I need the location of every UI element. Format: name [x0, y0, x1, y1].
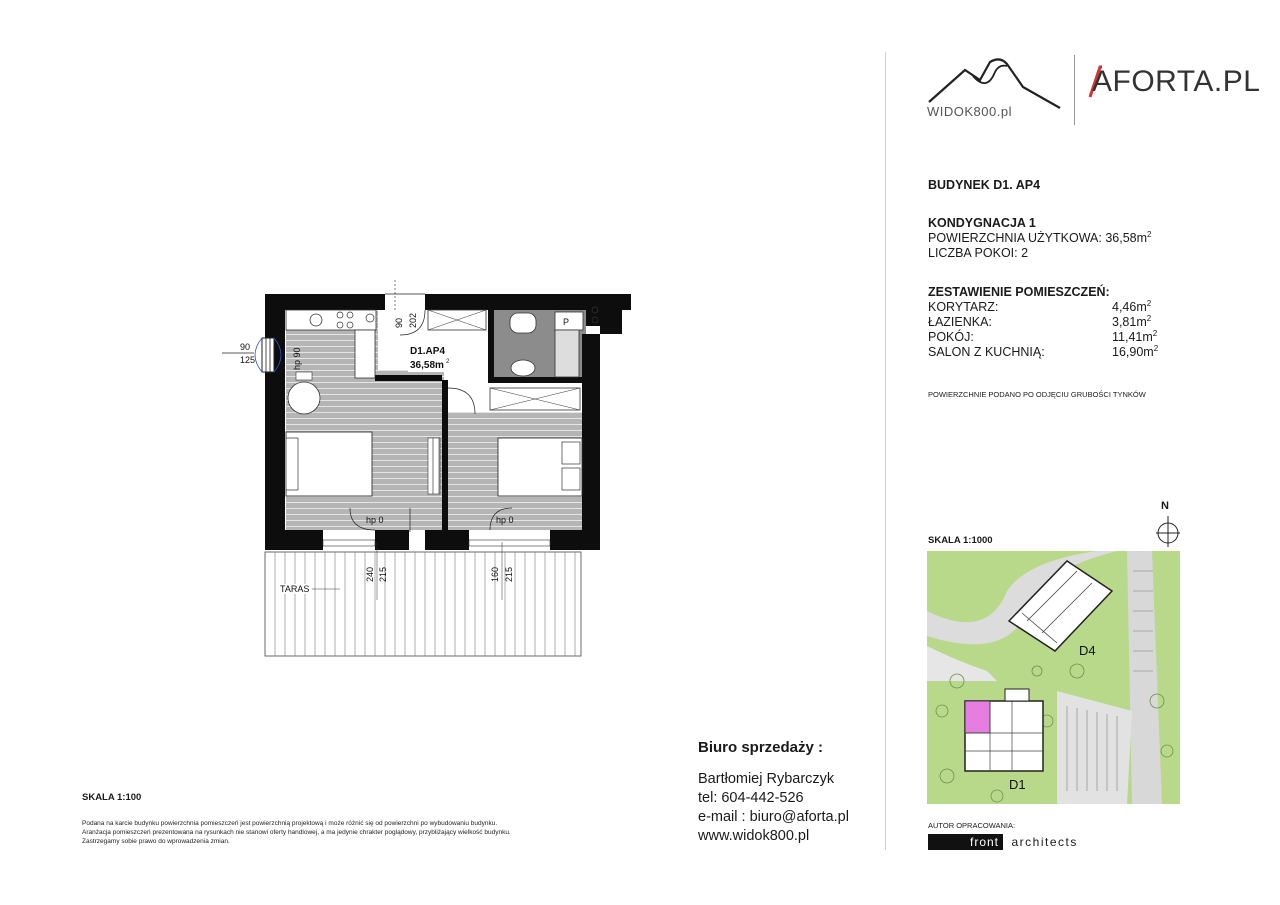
room-row: KORYTARZ: $4,46m^2$: [928, 298, 1152, 314]
site-plan-drawing: [927, 551, 1180, 804]
sales-contact-email[interactable]: e-mail : biuro@aforta.pl: [698, 809, 849, 825]
room-row: SALON Z KUCHNIĄ: $16,90m^2$: [928, 343, 1159, 359]
compass-icon: [1155, 514, 1183, 548]
site-plan-map: [927, 551, 1180, 804]
unit-area: 36,58m: [410, 360, 444, 371]
washer-label: P: [563, 317, 570, 327]
dim-balcony-b1: 160: [490, 566, 500, 582]
plaster-note: POWIERZCHNIE PODANO PO ODJĘCIU GRUBOŚCI TYNKÓW: [928, 390, 1146, 399]
disclaimer: [82, 819, 642, 846]
plan-scale: SKALA 1:100: [82, 792, 142, 803]
room-row: POKÓJ: $11,41m^2$: [928, 328, 1158, 344]
rooms-summary: [928, 285, 1178, 360]
front-architects-logo: [928, 833, 1128, 849]
dim-balcony-a1: 240: [365, 566, 375, 582]
dim-door-b: 202: [408, 312, 418, 328]
dim-hp0-living: hp 0: [366, 515, 384, 525]
terrace-label: TARAS: [280, 584, 310, 594]
disclaimer-line: Podana na karcie budynku powierzchnia pomieszczeń jest powierzchnią projektową i może różnić się od powierzchni po wybudowaniu budynku.: [82, 820, 498, 827]
sales-contact-name: Bartłomiej Rybarczyk: [698, 771, 835, 787]
sales-contact: [698, 770, 849, 846]
divider-line-logos: [1074, 55, 1075, 125]
level-title: KONDYGNACJA 1: [928, 216, 1036, 230]
sales-contact-website[interactable]: www.widok800.pl: [698, 828, 810, 844]
north-label: N: [1161, 500, 1169, 512]
aforta-logo: [1088, 62, 1261, 102]
widok-logo-text: WIDOK800.pl: [927, 104, 1012, 119]
unit-code: D1.AP4: [410, 346, 446, 357]
level-block: [928, 216, 1151, 261]
site-scale: SKALA 1:1000: [928, 535, 993, 546]
floor-plan: [220, 280, 640, 660]
north-arrow: [1155, 500, 1183, 550]
author-label: AUTOR OPRACOWANIA:: [928, 821, 1016, 830]
unit-area-sup: 2: [446, 359, 450, 365]
dim-window-left-a: 90: [240, 342, 251, 352]
dim-balcony-b2: 215: [504, 566, 514, 582]
aforta-logo-text: AFORTA.PL: [1092, 65, 1261, 98]
disclaimer-line: Zastrzegamy sobie prawo do wprowadzenia zmian.: [82, 838, 230, 845]
usable-area: POWIERZCHNIA UŻYTKOWA: $36,58m^2$: [928, 229, 1152, 245]
room-row: ŁAZIENKA: $3,81m^2$: [928, 313, 1152, 329]
dim-hp0-bedroom: hp 0: [496, 515, 514, 525]
front-logo-box: front: [928, 834, 1003, 850]
site-label-d4: D4: [1079, 643, 1096, 658]
divider-line-left: [885, 52, 886, 850]
sales-office-title: Biuro sprzedaży :: [698, 739, 824, 756]
site-label-d1: D1: [1009, 777, 1026, 792]
rooms-count: LICZBA POKOI: 2: [928, 246, 1029, 260]
architects-logo-text: architects: [1011, 835, 1078, 849]
dim-balcony-a2: 215: [378, 566, 388, 582]
dim-door-a: 90: [394, 317, 404, 328]
dim-window-left-b: 125: [240, 355, 256, 365]
disclaimer-line: Aranżacja pomieszczeń prezentowana na rysunkach nie stanowi oferty handlowej, a ma jedynie chrakter poglądowy, przybliżający wielkość budynku.: [82, 829, 511, 836]
sales-contact-phone[interactable]: tel: 604-442-526: [698, 790, 804, 806]
widok-logo: [925, 52, 1065, 122]
floor-plan-drawing: [220, 280, 640, 660]
rooms-summary-title: ZESTAWIENIE POMIESZCZEŃ:: [928, 285, 1110, 299]
dim-hp-left: hp 90: [292, 347, 302, 370]
building-title: BUDYNEK D1. AP4: [928, 178, 1041, 192]
